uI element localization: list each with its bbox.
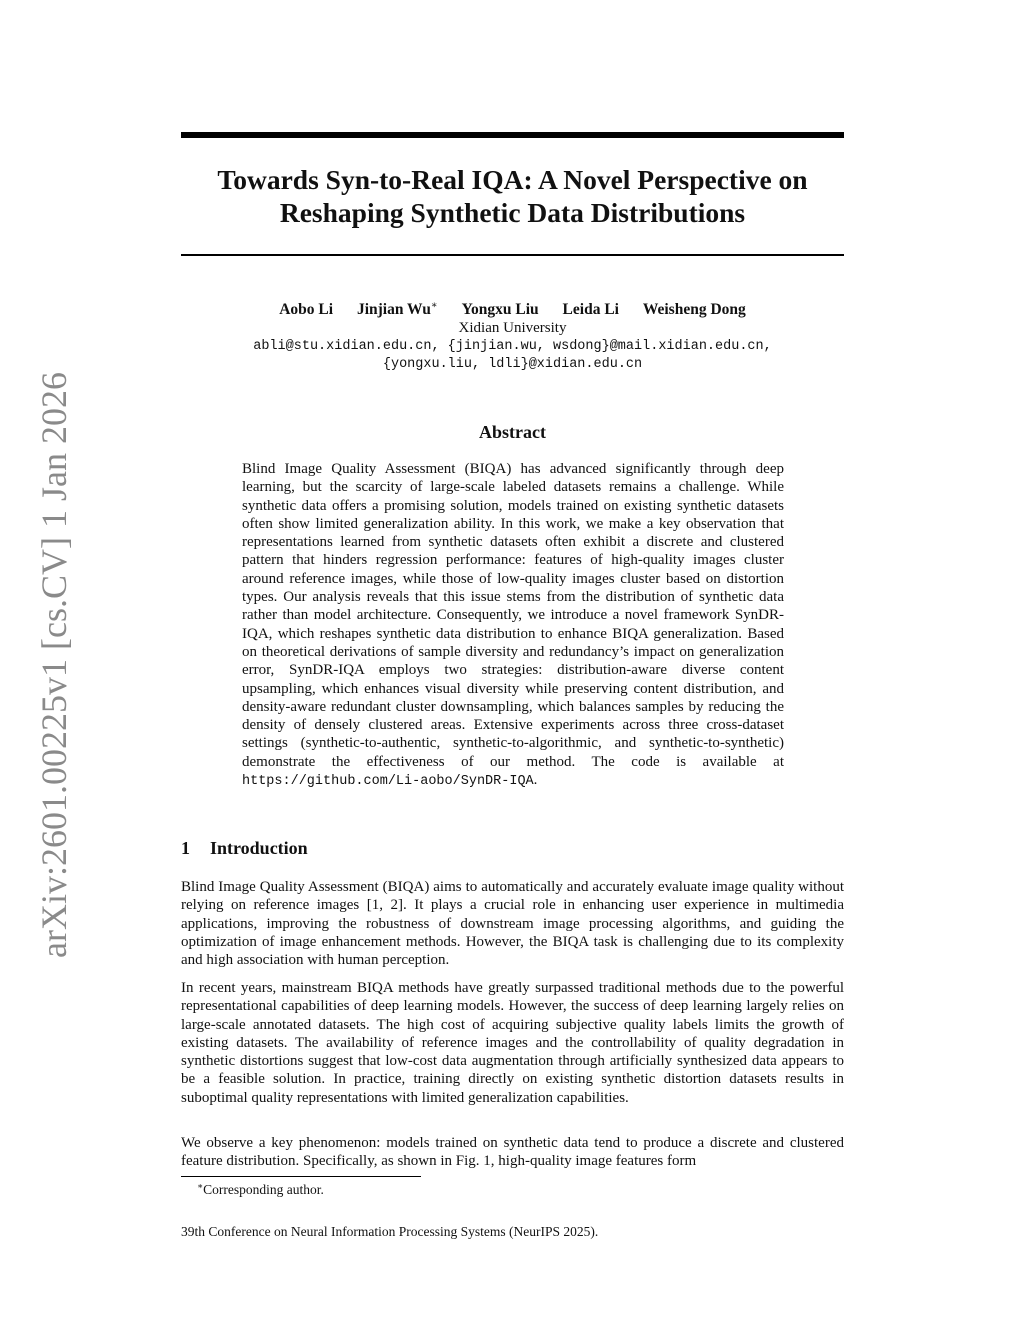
author-list [181, 300, 844, 319]
arxiv-identifier: arXiv:2601.00225v1 [cs.CV] 1 Jan 2026 [34, 372, 74, 958]
title-top-rule [181, 132, 844, 138]
conference-note: 39th Conference on Neural Information Processing Systems (NeurIPS 2025). [181, 1224, 599, 1239]
intro-paragraph-1: Blind Image Quality Assessment (BIQA) aims to automatically and accurately evaluate image quality without relying on reference images [1, 2]. It plays a crucial role in enhancing user experience in multimedia applications, improving the robustness of downstream image processing algorithms, and guiding the optimization of image enhancement methods. However, the BIQA task is challenging due to its complexity and high association with human perception. [181, 879, 844, 969]
author-name: Weisheng Dong [642, 301, 746, 318]
section-heading [181, 838, 844, 859]
footnote-text: Corresponding author. [203, 1182, 324, 1197]
title-bottom-rule [181, 254, 844, 256]
intro-paragraph-3: We observe a key phenomenon: models trained on synthetic data tend to produce a discrete and clustered feature distribution. Specifically, as shown in Fig. 1, high-quality image features form [181, 1135, 844, 1170]
title-line-2: Reshaping Synthetic Data Distributions [279, 197, 746, 228]
author-name: Leida Li [562, 301, 619, 318]
abstract-text: Blind Image Quality Assessment (BIQA) has advanced significantly through deep learning, but the scarcity of large-scale labeled datasets remains a challenge. While synthetic data offers a promising solution, models trained on existing synthetic datasets often show limited generalization ability. In this work, we make a key observation that representations learned from synthetic datasets often exhibit a discrete and clustered pattern that hinders regression performance: features of high-quality images cluster around reference images, while those of low-quality images cluster based on distortion types. Our analysis reveals that this issue stems from the distribution of synthetic data rather than model architecture. Consequently, we introduce a novel framework SynDR-IQA, which reshapes synthetic data distribution to enhance BIQA generalization. Based on theoretical derivations of sample diversity and redundancy’s impact on generalization error, SynDR-IQA employs two strategies: distribution-aware diverse content upsampling, which enhances visual diversity while preserving content distribution, and density-aware redundant cluster downsampling, which balances samples by reducing the density of densely clustered areas. Extensive experiments across three cross-dataset settings (synthetic-to-authentic, synthetic-to-algorithmic, and synthetic-to-synthetic) demonstrate the effectiveness of our method. The code is available at [242, 461, 784, 770]
section-number: 1 [181, 838, 190, 858]
code-link[interactable]: https://github.com/Li-aobo/SynDR-IQA [242, 774, 534, 790]
author-name: Jinjian Wu∗ [356, 300, 438, 318]
footnote [197, 1181, 324, 1198]
paper-title [181, 163, 844, 229]
title-line-1: Towards Syn-to-Real IQA: A Novel Perspective on [217, 164, 808, 195]
corresponding-author-mark: ∗ [430, 300, 438, 311]
footnote-mark: ∗ [197, 1181, 204, 1191]
email-line: {yongxu.liu, ldli}@xidian.edu.cn [382, 357, 643, 372]
abstract-body [242, 460, 784, 791]
author-name: Aobo Li [279, 301, 334, 318]
arxiv-identifier-margin [24, 372, 84, 958]
affiliation: Xidian University [458, 320, 567, 336]
email-line: abli@stu.xidian.edu.cn, {jinjian.wu, wsdong}@mail.xidian.edu.cn, [253, 339, 772, 354]
footnote-rule [181, 1176, 421, 1177]
abstract-end: . [533, 772, 538, 789]
intro-paragraph-2: In recent years, mainstream BIQA methods have greatly surpassed traditional methods due to the powerful representational capabilities of deep learning models. However, the success of deep learning largely relies on large-scale annotated datasets. The high cost of acquiring subjective quality labels limits the growth of existing datasets. The availability of reference images and the controllability of quality degradation in synthetic distortions suggest that low-cost data augmentation through artificially synthesized data appears to be a feasible solution. In practice, training directly on existing synthetic distortion datasets results in suboptimal quality representations with limited generalization capabilities. [181, 980, 844, 1106]
author-name: Yongxu Liu [461, 301, 539, 318]
section-title: Introduction [210, 838, 308, 858]
abstract-heading: Abstract [479, 422, 546, 442]
author-emails [181, 338, 844, 374]
